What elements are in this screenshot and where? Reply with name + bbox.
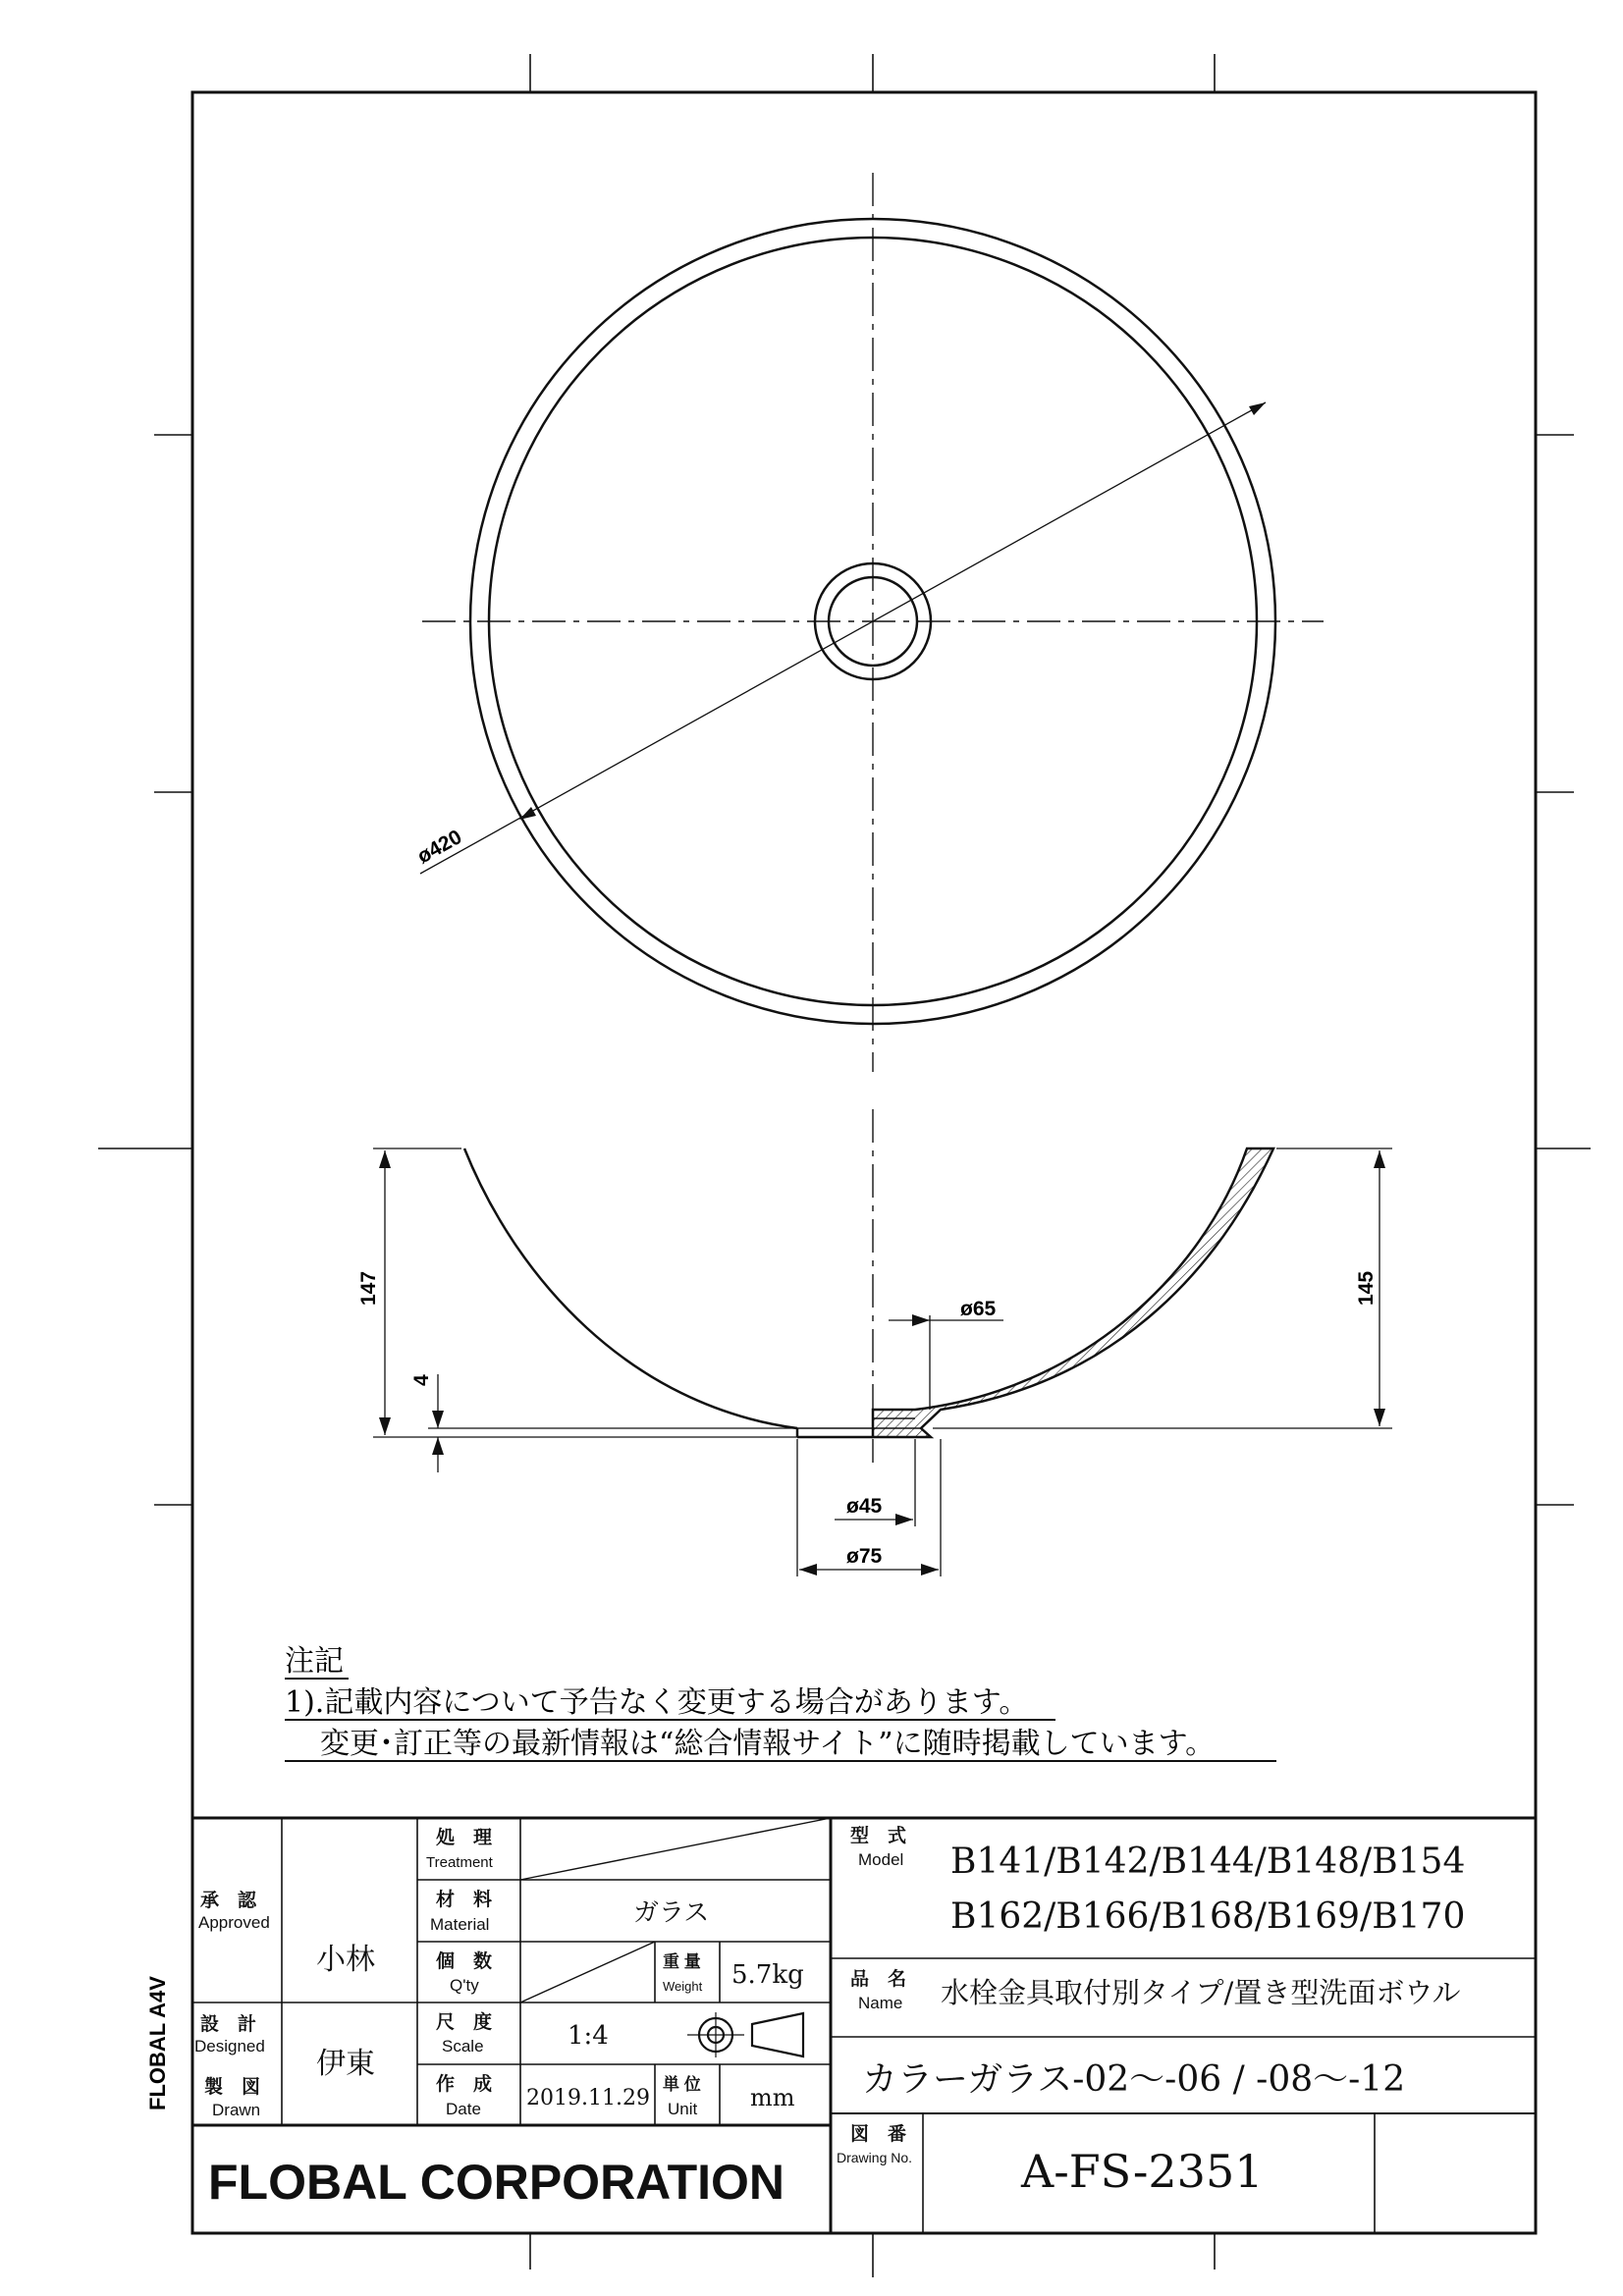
scale-value: 1:4 bbox=[568, 2021, 609, 2051]
sheet-size-label: FLOBAL A4V bbox=[145, 1976, 170, 2110]
drawing-no-en: Drawing No. bbox=[837, 2150, 913, 2165]
approver-name: 小林 bbox=[316, 1943, 375, 1977]
drawing-number: A-FS-2351 bbox=[1021, 2145, 1264, 2198]
weight-jp: 重 量 bbox=[663, 1952, 701, 1971]
scale-jp: 尺 度 bbox=[436, 2012, 493, 2033]
treatment-en: Treatment bbox=[426, 1854, 493, 1871]
designed-en: Designed bbox=[194, 2037, 265, 2056]
section-wall bbox=[873, 1148, 1273, 1437]
date-jp: 作 成 bbox=[436, 2074, 493, 2095]
notes bbox=[285, 1644, 1276, 1761]
name-en: Name bbox=[858, 1994, 903, 2012]
notes-line-2: 変更･訂正等の最新情報は“総合情報サイト”に随時掲載しています。 bbox=[320, 1727, 1216, 1761]
dim-145-label: 145 bbox=[1355, 1270, 1378, 1306]
date-value: 2019.11.29 bbox=[526, 2086, 650, 2110]
diameter-label: ø420 bbox=[413, 826, 466, 869]
dim-147-label: 147 bbox=[357, 1270, 380, 1306]
notes-heading: 注記 bbox=[285, 1644, 344, 1679]
dim-75-label: ø75 bbox=[846, 1545, 883, 1568]
designed-jp: 設 計 bbox=[200, 2014, 257, 2035]
model-line-1: B141/B142/B144/B148/B154 bbox=[950, 1842, 1466, 1882]
diameter-dim-line bbox=[420, 402, 1266, 874]
approved-en: Approved bbox=[198, 1913, 270, 1932]
model-en: Model bbox=[858, 1850, 904, 1869]
third-angle-projection-icon bbox=[687, 2012, 803, 2057]
unit-value: mm bbox=[750, 2084, 795, 2111]
bowl-section-view bbox=[464, 1109, 1273, 1463]
notes-line-1: 1).記載内容について予告なく変更する場合があります。 bbox=[285, 1685, 1029, 1720]
drawing-no-jp: 図 番 bbox=[850, 2124, 907, 2145]
unit-jp: 単 位 bbox=[663, 2075, 701, 2094]
designer-name: 伊東 bbox=[316, 2047, 375, 2081]
dim-65-label: ø65 bbox=[960, 1298, 997, 1320]
qty-en: Q'ty bbox=[450, 1976, 479, 1995]
qty-jp: 個 数 bbox=[436, 1951, 493, 1972]
company-name: FLOBAL CORPORATION bbox=[208, 2155, 785, 2210]
dim-4-label: 4 bbox=[410, 1374, 433, 1386]
color-variants: カラーガラス-02～-06 / -08～-12 bbox=[862, 2059, 1406, 2100]
weight-en: Weight bbox=[663, 1979, 703, 1994]
model-jp: 型 式 bbox=[850, 1826, 907, 1846]
unit-en: Unit bbox=[668, 2100, 698, 2118]
approved-jp: 承 認 bbox=[200, 1891, 257, 1911]
model-line-2: B162/B166/B168/B169/B170 bbox=[950, 1896, 1466, 1937]
bowl-top-view bbox=[420, 173, 1324, 1072]
drawn-jp: 製 図 bbox=[204, 2077, 261, 2098]
date-en: Date bbox=[446, 2100, 481, 2118]
material-value: ガラス bbox=[633, 1898, 710, 1928]
scale-en: Scale bbox=[442, 2037, 484, 2056]
drawn-en: Drawn bbox=[212, 2101, 261, 2119]
weight-value: 5.7kg bbox=[731, 1960, 804, 1990]
material-jp: 材 料 bbox=[436, 1890, 493, 1910]
product-name: 水栓金具取付別タイプ/置き型洗面ボウル bbox=[941, 1976, 1461, 2009]
dim-45-label: ø45 bbox=[846, 1495, 883, 1518]
treatment-jp: 処 理 bbox=[436, 1828, 493, 1848]
name-jp: 品 名 bbox=[850, 1969, 907, 1990]
material-en: Material bbox=[430, 1915, 490, 1934]
